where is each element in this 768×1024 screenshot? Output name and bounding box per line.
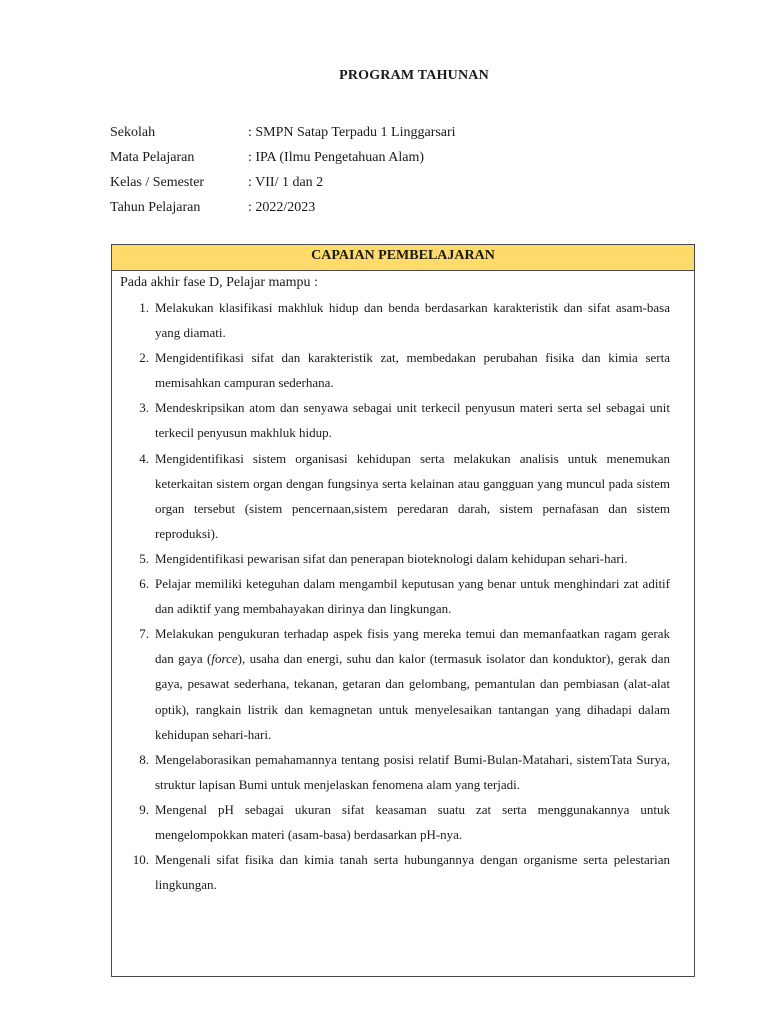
list-item-number: 10. [132, 852, 149, 868]
list-item-text: Mengidentifikasi pewarisan sifat dan penerapan bioteknologi dalam kehidupan sehari-hari. [155, 550, 628, 566]
list-item [112, 847, 694, 897]
list-item-number: 7. [139, 626, 149, 642]
list-item-text: Mengidentifikasi sistem organisasi kehidupan serta melakukan analisis untuk menemukan keterkaitan sistem organ dengan fungsinya serta kelainan atau gangguan yang muncul pada sistem organ tersebut (sistem pencernaan,sistem peredaran darah, sistem pernafasan dan sistem reproduksi). [155, 450, 670, 541]
info-label: Tahun Pelajaran [110, 199, 201, 215]
list-item [112, 345, 694, 395]
document-title: PROGRAM TAHUNAN [339, 68, 489, 83]
list-item [112, 747, 694, 797]
list-item-text: Mengidentifikasi sifat dan karakteristik zat, membedakan perubahan fisika dan kimia serta memisahkan campuran sederhana. [155, 350, 670, 391]
learning-outcomes-list [112, 295, 694, 897]
list-item-text: Mendeskripsikan atom dan senyawa sebagai unit terkecil penyusun materi serta sel sebagai unit terkecil penyusun makhluk hidup. [155, 400, 670, 441]
info-row-tahun-pelajaran [110, 195, 456, 220]
list-item-number: 9. [139, 801, 149, 817]
list-item-number: 5. [139, 550, 149, 566]
list-item-number: 4. [139, 450, 149, 466]
list-item [112, 621, 694, 746]
info-value: : SMPN Satap Terpadu 1 Linggarsari [248, 124, 456, 140]
capaian-pembelajaran-table [111, 244, 695, 977]
info-row-mata-pelajaran [110, 145, 456, 170]
list-item [112, 295, 694, 345]
list-item [112, 446, 694, 546]
list-item-number: 1. [139, 300, 149, 315]
list-item-number: 6. [139, 576, 149, 592]
list-item [112, 797, 694, 847]
list-item-text: Melakukan pengukuran terhadap aspek fisis yang mereka temui dan memanfaatkan ragam gerak dan gaya (force), usaha dan energi, suhu dan kalor (termasuk isolator dan konduktor), gerak dan gaya, pesawat sederhana, tekanan, getaran dan gelombang, pemantulan dan pembiasan (alat-alat optik), rangkain listrik dan kemagnetan untuk menyelesaikan tantangan yang dihadapi dalam kehidupan sehari-hari. [155, 626, 670, 742]
list-item-number: 3. [139, 400, 149, 416]
list-item-text: Mengelaborasikan pemahamannya tentang posisi relatif Bumi-Bulan-Matahari, sistemTata Surya, struktur lapisan Bumi untuk menjelaskan fenomena alam yang terjadi. [155, 751, 670, 792]
list-item-text: Pelajar memiliki keteguhan dalam mengambil keputusan yang benar untuk menghindari zat aditif dan adiktif yang membahayakan dirinya dan lingkungan. [155, 576, 670, 617]
info-value: : IPA (Ilmu Pengetahuan Alam) [248, 149, 425, 165]
info-row-kelas-semester [110, 170, 456, 195]
identity-block [110, 120, 456, 220]
list-item-number: 2. [139, 350, 149, 366]
list-item-text: Melakukan klasifikasi makhluk hidup dan benda berdasarkan karakteristik dan sifat asam-basa yang diamati. [155, 300, 670, 341]
list-item-text: Mengenali sifat fisika dan kimia tanah serta hubungannya dengan organisme serta pelestarian lingkungan. [155, 852, 670, 893]
info-row-sekolah [110, 120, 456, 145]
list-item [112, 546, 694, 571]
info-label: Mata Pelajaran [110, 149, 195, 165]
info-value: : 2022/2023 [248, 199, 316, 215]
info-label: Sekolah [110, 124, 156, 140]
section-intro: Pada akhir fase D, Pelajar mampu : [120, 275, 318, 290]
list-item-number: 8. [139, 751, 149, 767]
list-item-text: Mengenal pH sebagai ukuran sifat keasaman suatu zat serta menggunakannya untuk mengelompokkan materi (asam-basa) berdasarkan pH-nya. [155, 801, 670, 842]
info-value: : VII/ 1 dan 2 [248, 174, 324, 190]
info-label: Kelas / Semester [110, 174, 205, 190]
list-item [112, 395, 694, 445]
section-heading: CAPAIAN PEMBELAJARAN [112, 245, 694, 271]
list-item [112, 571, 694, 621]
